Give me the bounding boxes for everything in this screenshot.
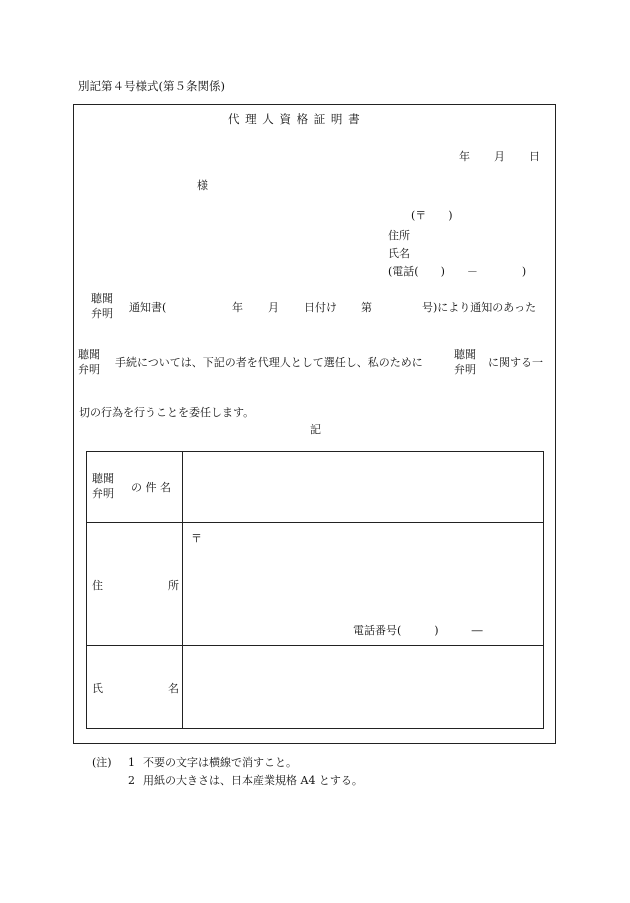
date-year: 年 <box>459 150 470 163</box>
document-title: 代 理 人 資 格 証 明 書 <box>228 112 361 126</box>
name-label-right: 名 <box>168 682 179 695</box>
ki-heading: 記 <box>310 423 321 436</box>
addressee-suffix: 様 <box>197 179 208 192</box>
delegation-text-continued: 切の行為を行うことを委任します。 <box>79 406 255 419</box>
choice-hearing: 聴聞 <box>454 348 476 361</box>
case-name-label: の 件 名 <box>131 481 171 494</box>
choice-hearing: 聴聞 <box>91 292 113 305</box>
address-label-left: 住 <box>92 579 103 592</box>
note-1-number: 1 <box>128 756 135 769</box>
name-label-left: 氏 <box>92 682 103 695</box>
note-2-text: 用紙の大きさは、日本産業規格 A4 とする。 <box>143 774 363 787</box>
address-postal-mark: 〒 <box>191 532 202 545</box>
notes-prefix: (注) <box>92 756 112 769</box>
hearing-explanation-choice-1 <box>91 292 113 322</box>
choice-hearing: 聴聞 <box>92 472 114 485</box>
note-2-number: 2 <box>128 774 135 787</box>
delegation-text-end: に関する一 <box>488 356 543 369</box>
choice-explanation: 弁明 <box>92 486 114 500</box>
choice-explanation: 弁明 <box>91 306 113 320</box>
applicant-postal: (〒 ) <box>411 209 453 222</box>
hearing-explanation-choice-3 <box>454 348 476 378</box>
notice-year: 年 <box>232 301 243 314</box>
form-number-label: 別記第４号様式(第５条関係) <box>78 79 225 93</box>
date-day: 日 <box>529 150 540 163</box>
date-month: 月 <box>494 150 505 163</box>
applicant-phone: (電話( ) － ) <box>388 265 527 278</box>
notice-number-suffix: 号)により通知のあった <box>422 301 537 314</box>
case-name-field <box>186 456 540 518</box>
choice-explanation: 弁明 <box>454 362 476 376</box>
hearing-explanation-choice-2 <box>78 348 100 378</box>
address-phone-label: 電話番号( ) ― <box>353 624 483 637</box>
table-row-divider <box>86 522 544 523</box>
address-label-right: 所 <box>168 579 179 592</box>
note-1-text: 不要の文字は横線で消すこと。 <box>143 756 297 769</box>
choice-explanation: 弁明 <box>78 362 100 376</box>
table-row-divider <box>86 645 544 646</box>
delegation-text: 手続については、下記の者を代理人として選任し、私のために <box>115 356 423 369</box>
agent-name-field <box>186 650 540 725</box>
case-hearing-explanation-choice <box>92 472 114 502</box>
notice-text: 通知書( <box>129 301 167 314</box>
notice-month: 月 <box>268 301 279 314</box>
applicant-address-label: 住所 <box>388 229 410 242</box>
choice-hearing: 聴聞 <box>78 348 100 361</box>
applicant-name-label: 氏名 <box>388 247 410 260</box>
notice-dated: 日付け <box>304 301 337 314</box>
table-column-divider <box>182 451 183 729</box>
notice-number-prefix: 第 <box>361 301 372 314</box>
